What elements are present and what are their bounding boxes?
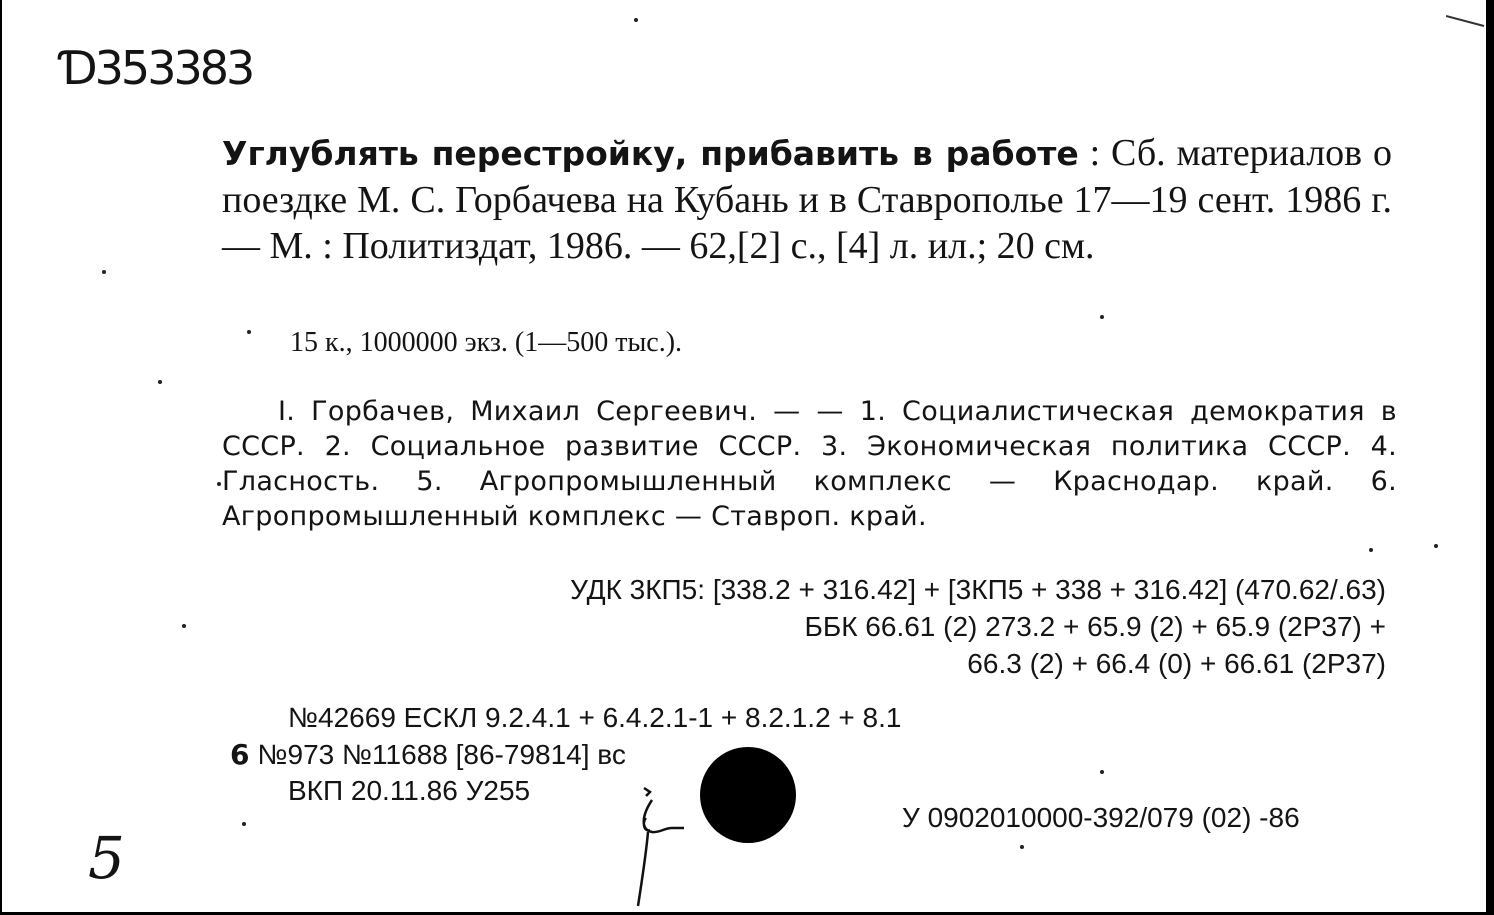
handwritten-number: 5 — [88, 824, 125, 892]
speck — [182, 624, 186, 628]
handwritten-signature — [612, 770, 702, 910]
udk-code: УДК 3КП5: [338.2 + 316.42] + [3КП5 + 338 + 316.42] (470.62/.63) — [570, 574, 1386, 605]
catalog-card — [2, 0, 1486, 912]
speck — [1434, 544, 1438, 548]
inventory-number: Ɗ353383 — [60, 41, 253, 95]
speck — [1020, 845, 1024, 849]
bbk-code-line-1: ББК 66.61 (2) 273.2 + 65.9 (2) + 65.9 (2Р37) + — [804, 611, 1386, 642]
corner-mark — [1446, 12, 1486, 32]
publication-details: : Сб. материалов о поездке М. С. Горбачева на Кубань и в Ставрополье 17—19 сент. 1986 г. — М. : Политиздат, 1986. — 62,[2] с., [4] л. ил.; 20 см. — [222, 132, 1392, 267]
punch-hole — [700, 747, 796, 843]
speck — [247, 330, 251, 334]
speck — [634, 18, 638, 22]
speck — [242, 822, 246, 826]
speck — [1100, 315, 1104, 319]
bbk-code-line-2: 66.3 (2) + 66.4 (0) + 66.61 (2Р37) — [967, 648, 1386, 679]
record-numbers-text: №973 №11688 [86-79814] вс — [257, 739, 626, 770]
speck — [217, 482, 221, 486]
price-and-print-run: 15 к., 1000000 экз. (1—500 тыс.). — [290, 327, 683, 358]
eskl-code: №42669 ЕСКЛ 9.2.4.1 + 6.4.2.1-1 + 8.2.1.2 + 8.1 — [288, 702, 902, 733]
speck — [158, 380, 162, 384]
bibliographic-description — [222, 130, 1392, 269]
speck — [1369, 548, 1373, 552]
subject-headings: I. Горбачев, Михаил Сергеевич. — — 1. Социалистическая демократия в СССР. 2. Социальное развитие СССР. 3. Экономическая политика СССР. 4. Гласность. 5. Агропромышленный комплекс — Краснодар. край. 6. Агропромышленный комплекс — Ставроп. край. — [222, 396, 1397, 532]
record-numbers — [230, 737, 626, 773]
book-title: Углублять перестройку, прибавить в работе — [222, 134, 1079, 173]
u-code: У 0902010000-392/079 (02) -86 — [902, 802, 1300, 833]
record-prefix: 6 — [230, 738, 250, 771]
speck — [102, 270, 106, 274]
speck — [1100, 770, 1104, 774]
vkp-line: ВКП 20.11.86 У255 — [288, 775, 531, 806]
